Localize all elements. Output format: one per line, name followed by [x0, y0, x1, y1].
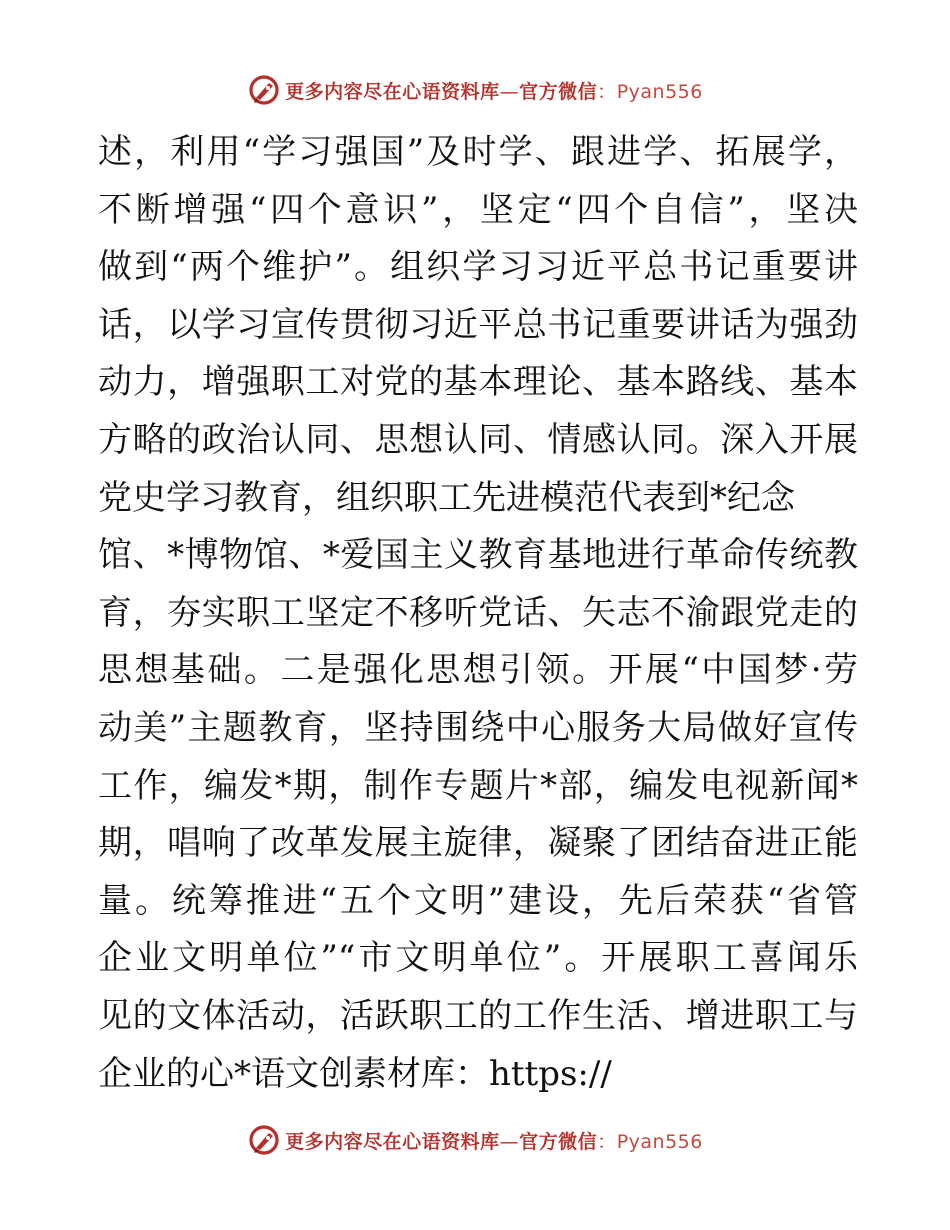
banner-dash: —	[499, 1130, 520, 1153]
body-line: 量。统筹推进“五个文明”建设，先后荣获“省管	[98, 880, 858, 921]
body-line: 话，以学习宣传贯彻习近平总书记重要讲话为强劲	[98, 304, 858, 345]
banner-main-text: 更多内容尽在心语资料库	[285, 1130, 500, 1153]
header-banner	[0, 70, 950, 110]
body-line: 期，唱响了改革发展主旋律，凝聚了团结奋进正能	[98, 823, 858, 864]
banner-colon: ：	[597, 1130, 617, 1153]
body-line: 述，利用“学习强国”及时学、跟进学、拓展学，	[98, 132, 858, 172]
body-line: 馆、*博物馆、*爱国主义教育基地进行革命传统教	[98, 535, 858, 576]
footer-banner	[0, 1120, 950, 1160]
body-line: 企业的心*语文创素材库：https://	[98, 1053, 612, 1094]
banner-colon: ：	[597, 80, 617, 103]
banner-sub-text: 官方微信	[519, 1130, 598, 1153]
body-line: 不断增强“四个意识”，坚定“四个自信”，坚决	[98, 189, 858, 230]
body-line: 工作，编发*期，制作专题片*部，编发电视新闻*	[98, 765, 858, 806]
body-line: 育，夯实职工坚定不移听党话、矢志不渝跟党走的	[98, 592, 858, 633]
pen-logo-icon	[247, 1123, 281, 1157]
banner-wechat-id: Pyan556	[616, 80, 703, 103]
banner-main-text: 更多内容尽在心语资料库	[285, 80, 500, 103]
body-line: 见的文体活动，活跃职工的工作生活、增进职工与	[98, 995, 858, 1036]
banner-text	[285, 77, 703, 104]
body-line: 方略的政治认同、思想认同、情感认同。深入开展	[98, 419, 858, 460]
body-line: 企业文明单位”“市文明单位”。开展职工喜闻乐	[98, 938, 858, 979]
banner-sub-text: 官方微信	[519, 80, 598, 103]
banner-text	[285, 1127, 703, 1154]
body-line: 做到“两个维护”。组织学习习近平总书记重要讲	[98, 247, 858, 288]
pen-logo-icon	[247, 73, 281, 107]
banner-wechat-id: Pyan556	[616, 1130, 703, 1153]
document-body	[98, 124, 858, 1103]
body-line: 动美”主题教育，坚持围绕中心服务大局做好宣传	[98, 707, 858, 748]
body-line: 动力，增强职工对党的基本理论、基本路线、基本	[98, 362, 858, 403]
banner-dash: —	[499, 80, 520, 103]
body-line: 党史学习教育，组织职工先进模范代表到*纪念	[98, 477, 795, 518]
body-line: 思想基础。二是强化思想引领。开展“中国梦·劳	[98, 650, 858, 691]
